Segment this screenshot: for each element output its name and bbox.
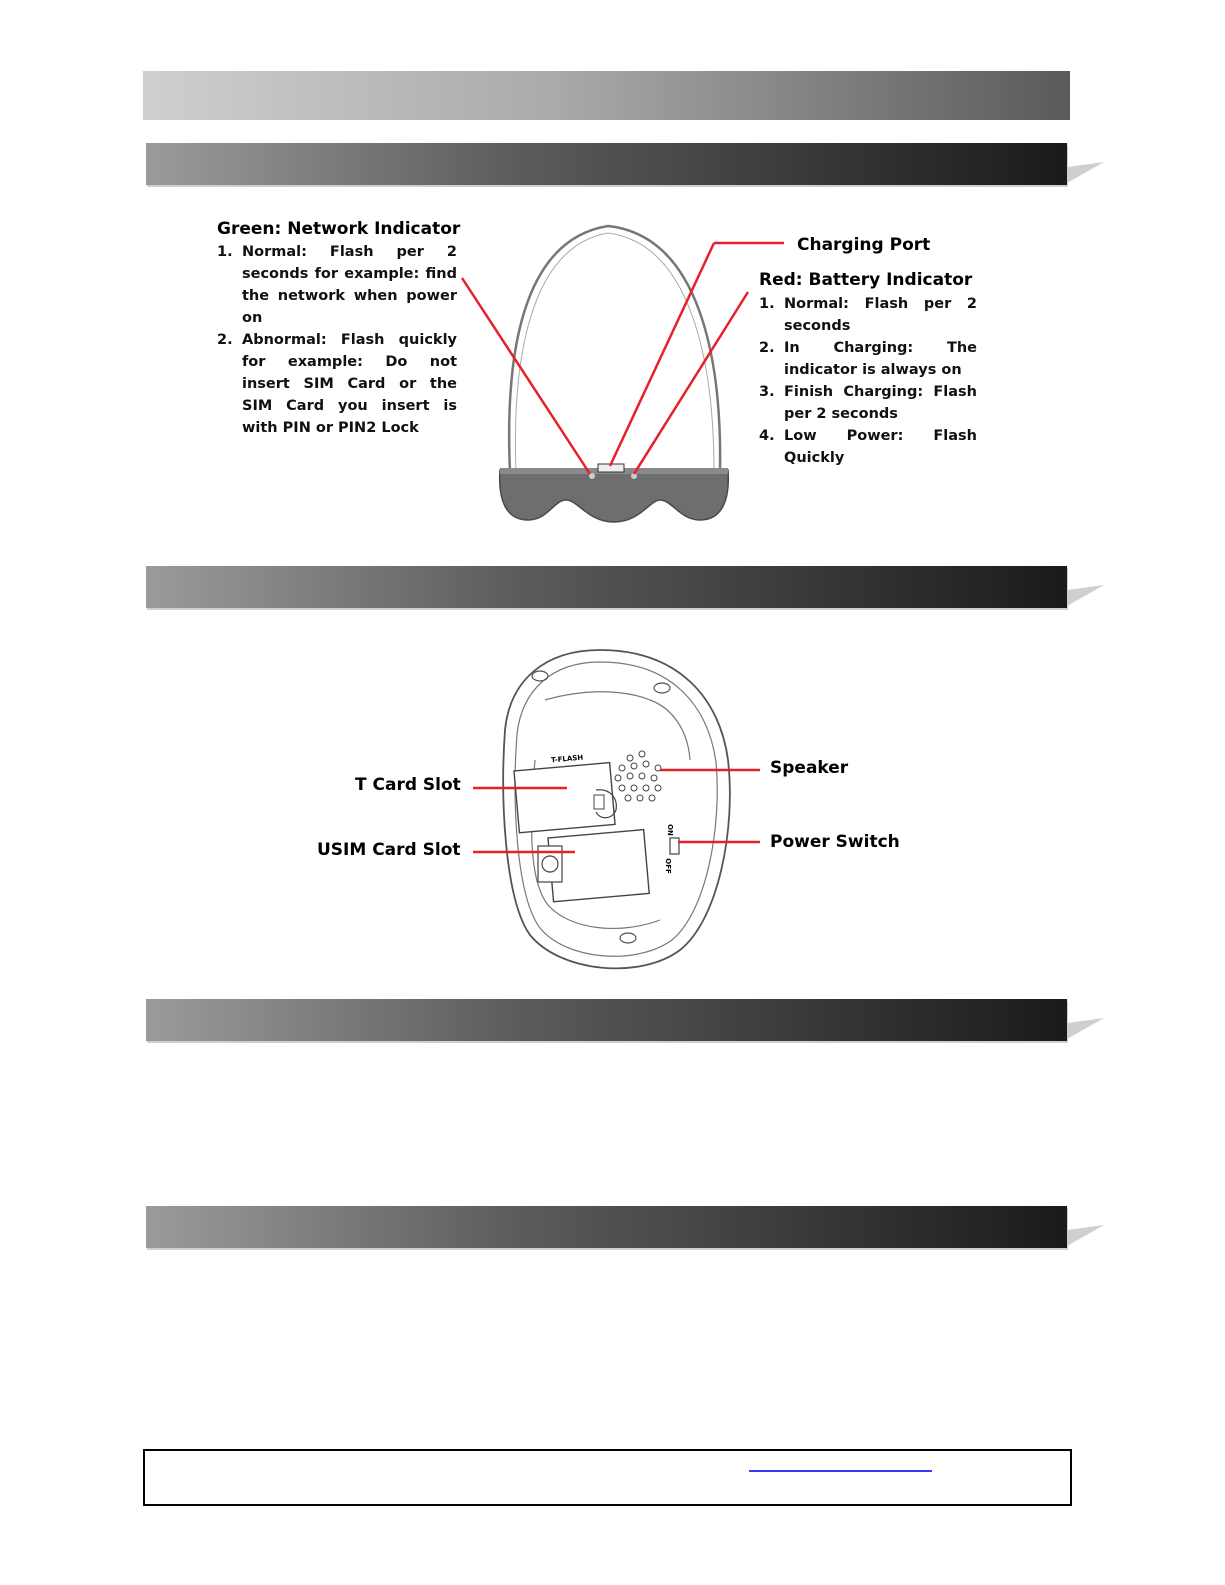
list-item: 1. Normal: Flash per 2 seconds for example: find the network when power on [217, 244, 457, 326]
usim-card-slot-label: USIM Card Slot [317, 840, 461, 860]
footer-box [143, 1449, 1072, 1506]
usim-card-slot-shape [548, 830, 649, 902]
list-item: 1. Normal: Flash per 2 seconds [759, 296, 977, 334]
off-marking: OFF [663, 858, 672, 874]
green-indicator-title: Green: Network Indicator [217, 219, 461, 239]
footer-link-underline[interactable] [749, 1469, 932, 1472]
on-marking: ON [665, 824, 674, 836]
t-card-slot-label: T Card Slot [355, 775, 461, 795]
red-indicator-title: Red: Battery Indicator [759, 270, 973, 290]
speaker-label: Speaker [770, 758, 849, 778]
list-item: 2. In Charging: The indicator is always on [759, 340, 977, 378]
list-item: 4. Low Power: Flash Quickly [759, 428, 977, 466]
power-switch-label: Power Switch [770, 832, 900, 852]
speaker-grille [615, 751, 661, 801]
t-flash-marking: T-FLASH [550, 753, 584, 765]
power-switch-shape [670, 838, 679, 854]
list-item: 2. Abnormal: Flash quickly for example: Do not insert SIM Card or the SIM Card you insert is with PIN or PIN2 Lock [217, 332, 457, 436]
charging-port-label: Charging Port [797, 235, 931, 255]
list-item: 3. Finish Charging: Flash per 2 seconds [759, 384, 977, 422]
